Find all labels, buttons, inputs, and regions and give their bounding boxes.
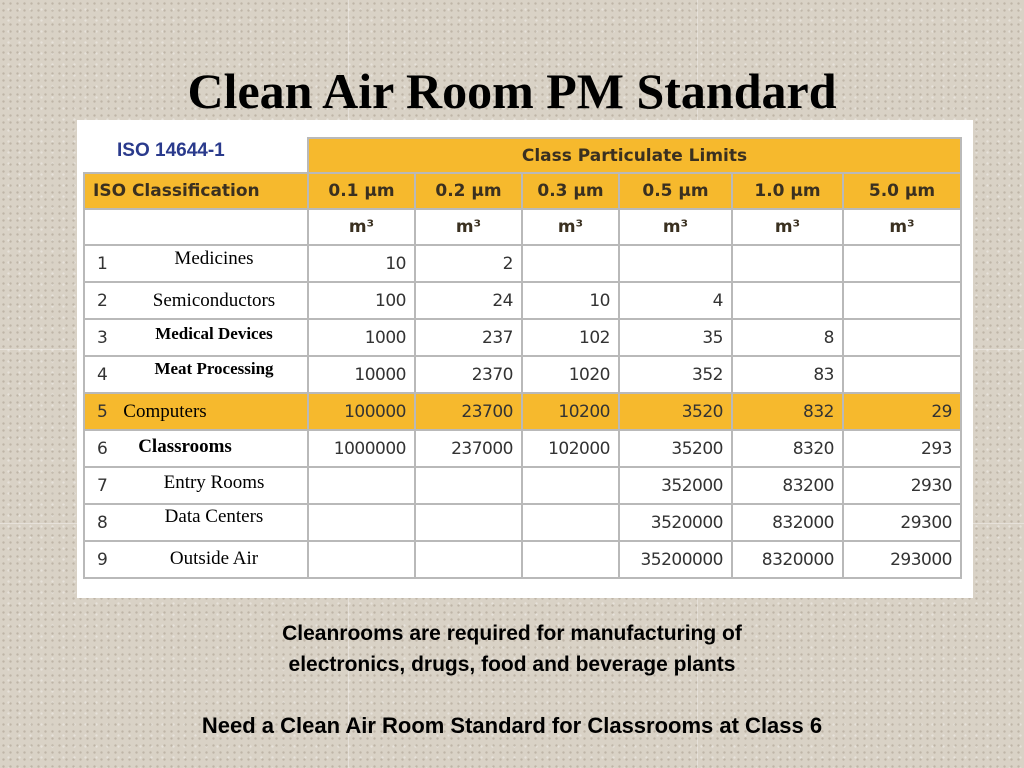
value-cell: 3520000	[619, 504, 732, 541]
value-cell	[843, 245, 961, 282]
value-cell: 29300	[843, 504, 961, 541]
value-cell: 102	[522, 319, 619, 356]
value-cell: 237	[415, 319, 522, 356]
value-cell: 832	[732, 393, 843, 430]
table-row-highlighted	[84, 393, 961, 430]
value-cell: 2930	[843, 467, 961, 504]
unit-cell: m³	[619, 209, 732, 245]
sector-label: Medical Devices	[155, 324, 273, 343]
group-header: Class Particulate Limits	[308, 138, 961, 173]
value-cell	[308, 541, 415, 578]
value-cell: 100000	[308, 393, 415, 430]
value-cell	[732, 282, 843, 319]
value-cell: 35200	[619, 430, 732, 467]
value-cell: 293000	[843, 541, 961, 578]
value-cell: 83200	[732, 467, 843, 504]
value-cell: 8320	[732, 430, 843, 467]
class-cell	[84, 282, 308, 319]
value-cell: 10000	[308, 356, 415, 393]
value-cell	[308, 467, 415, 504]
value-cell: 35200000	[619, 541, 732, 578]
class-cell	[84, 393, 308, 430]
value-cell: 35	[619, 319, 732, 356]
class-number: 2	[97, 290, 108, 311]
empty-corner-cell	[84, 138, 308, 173]
value-cell	[843, 319, 961, 356]
caption-line: electronics, drugs, food and beverage plants	[288, 653, 736, 676]
class-cell	[84, 504, 308, 541]
value-cell: 23700	[415, 393, 522, 430]
unit-row-label	[84, 209, 308, 245]
column-header: 5.0 µm	[843, 173, 961, 209]
value-cell: 29	[843, 393, 961, 430]
table-row	[84, 282, 961, 319]
class-number: 6	[97, 438, 108, 459]
value-cell: 293	[843, 430, 961, 467]
sector-label: Computers	[123, 401, 207, 422]
column-header: 1.0 µm	[732, 173, 843, 209]
value-cell: 8320000	[732, 541, 843, 578]
sector-label: Entry Rooms	[163, 472, 265, 493]
class-cell	[84, 541, 308, 578]
sector-label: Classrooms	[138, 436, 232, 457]
unit-cell: m³	[415, 209, 522, 245]
value-cell: 24	[415, 282, 522, 319]
value-cell: 102000	[522, 430, 619, 467]
class-cell	[84, 430, 308, 467]
value-cell: 4	[619, 282, 732, 319]
value-cell: 3520	[619, 393, 732, 430]
value-cell: 1000	[308, 319, 415, 356]
value-cell: 10	[522, 282, 619, 319]
unit-cell: m³	[732, 209, 843, 245]
value-cell: 352000	[619, 467, 732, 504]
class-number: 1	[97, 253, 108, 274]
value-cell: 237000	[415, 430, 522, 467]
value-cell	[522, 504, 619, 541]
class-number: 4	[97, 364, 108, 385]
sector-label: Outside Air	[169, 548, 259, 569]
value-cell: 10	[308, 245, 415, 282]
class-cell	[84, 467, 308, 504]
value-cell: 352	[619, 356, 732, 393]
unit-cell: m³	[308, 209, 415, 245]
value-cell	[415, 504, 522, 541]
column-header: 0.2 µm	[415, 173, 522, 209]
table-row	[84, 319, 961, 356]
value-cell: 2	[415, 245, 522, 282]
value-cell	[522, 467, 619, 504]
value-cell	[843, 356, 961, 393]
class-number: 9	[97, 549, 108, 570]
class-number: 7	[97, 475, 108, 496]
class-number: 8	[97, 512, 108, 533]
column-header: 0.3 µm	[522, 173, 619, 209]
slide-title: Clean Air Room PM Standard	[187, 63, 837, 119]
table-panel	[77, 120, 973, 598]
value-cell	[732, 245, 843, 282]
table-row	[84, 541, 961, 578]
column-header: 0.1 µm	[308, 173, 415, 209]
table-row	[84, 356, 961, 393]
class-number: 5	[97, 401, 108, 422]
value-cell	[619, 245, 732, 282]
caption-line: Cleanrooms are required for manufacturing of	[282, 622, 742, 645]
column-header: 0.5 µm	[619, 173, 732, 209]
value-cell: 2370	[415, 356, 522, 393]
value-cell: 83	[732, 356, 843, 393]
conclusion-line: Need a Clean Air Room Standard for Classrooms at Class 6	[201, 713, 823, 738]
class-cell	[84, 356, 308, 393]
value-cell: 100	[308, 282, 415, 319]
sector-label: Data Centers	[164, 506, 264, 527]
value-cell	[415, 467, 522, 504]
standard-label: ISO 14644-1	[117, 140, 225, 161]
class-cell	[84, 319, 308, 356]
sector-label: Meat Processing	[154, 359, 274, 378]
value-cell	[522, 541, 619, 578]
sector-label: Medicines	[174, 248, 254, 269]
value-cell: 10200	[522, 393, 619, 430]
value-cell: 1020	[522, 356, 619, 393]
unit-cell: m³	[522, 209, 619, 245]
value-cell	[308, 504, 415, 541]
table-row	[84, 504, 961, 541]
value-cell: 832000	[732, 504, 843, 541]
first-column-header: ISO Classification	[84, 173, 308, 209]
value-cell: 8	[732, 319, 843, 356]
value-cell	[415, 541, 522, 578]
value-cell	[843, 282, 961, 319]
table-row	[84, 245, 961, 282]
table-row	[84, 430, 961, 467]
sector-label: Semiconductors	[152, 290, 276, 311]
classification-table	[83, 137, 962, 579]
value-cell: 1000000	[308, 430, 415, 467]
unit-cell: m³	[843, 209, 961, 245]
class-number: 3	[97, 327, 108, 348]
table-row	[84, 467, 961, 504]
class-cell	[84, 245, 308, 282]
value-cell	[522, 245, 619, 282]
